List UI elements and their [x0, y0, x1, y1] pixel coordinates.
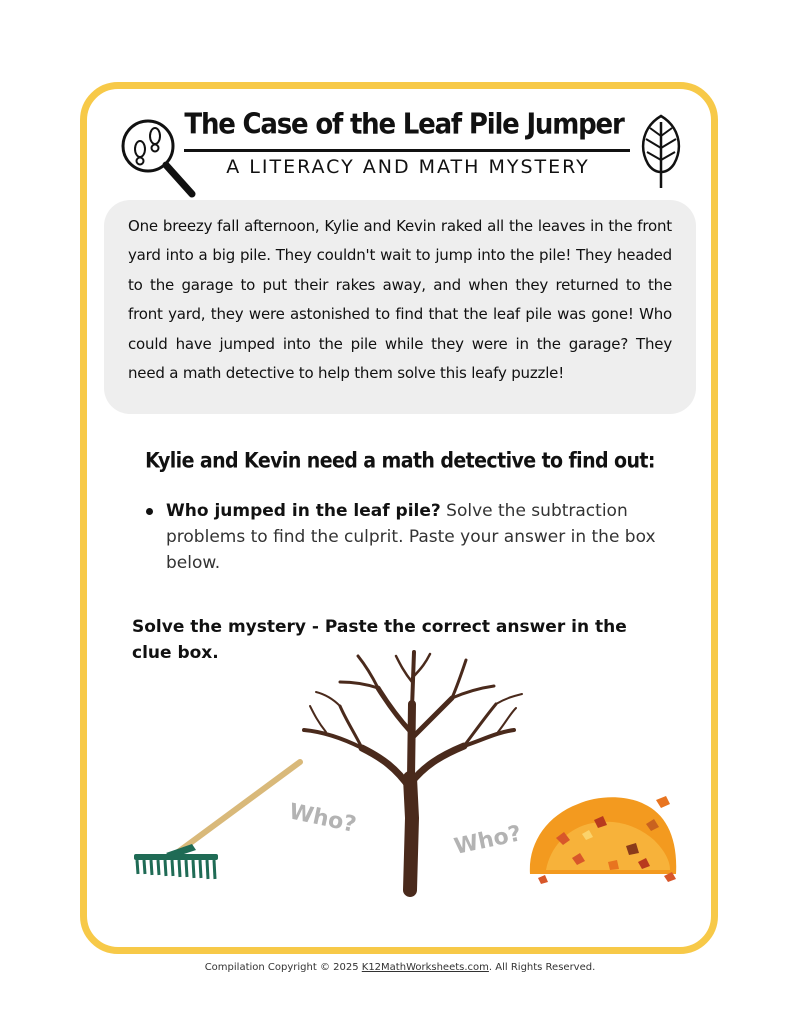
- rake-icon: [134, 762, 300, 879]
- leaf-pile-icon: [530, 796, 676, 884]
- task-list: [146, 498, 656, 576]
- mystery-scene: [126, 648, 686, 898]
- list-item: [146, 498, 656, 576]
- mystery-instruction: Solve the mystery - Paste the correct answer in the clue box.: [132, 617, 627, 663]
- rights-text: . All Rights Reserved.: [488, 962, 596, 973]
- page-subtitle: A LITERACY AND MATH MYSTERY: [226, 156, 590, 178]
- task-question: Who jumped in the leaf pile?: [166, 501, 441, 521]
- bullet-icon: [146, 508, 153, 515]
- page-title: The Case of the Leaf Pile Jumper: [184, 108, 624, 142]
- who-label-2: Who?: [452, 821, 524, 860]
- title-divider: [184, 149, 630, 152]
- story-box: One breezy fall afternoon, Kylie and Kevin raked all the leaves in the front yard into a big pile. They couldn't wait to jump into the pile! They headed to the garage to put their rakes away, and when they returned to the front yard, they were astonished to find that the leaf pile was gone! Who could have jumped into the pile while they were in the garage? They need a math detective to help them solve this leafy puzzle!: [104, 200, 696, 414]
- header: [118, 110, 686, 190]
- site-link[interactable]: K12MathWorksheets.com: [361, 962, 489, 973]
- who-label-1: Who?: [286, 799, 359, 838]
- task-instructions: Solve the subtraction problems to find the culprit. Paste your answer in the box below.: [166, 501, 656, 573]
- copyright-text: Compilation Copyright © 2025: [204, 962, 362, 973]
- task-heading: Kylie and Kevin need a math detective to find out:: [145, 448, 655, 474]
- leaf-outline-icon: [632, 112, 690, 190]
- footer: [0, 962, 800, 973]
- bare-tree-icon: [304, 652, 522, 890]
